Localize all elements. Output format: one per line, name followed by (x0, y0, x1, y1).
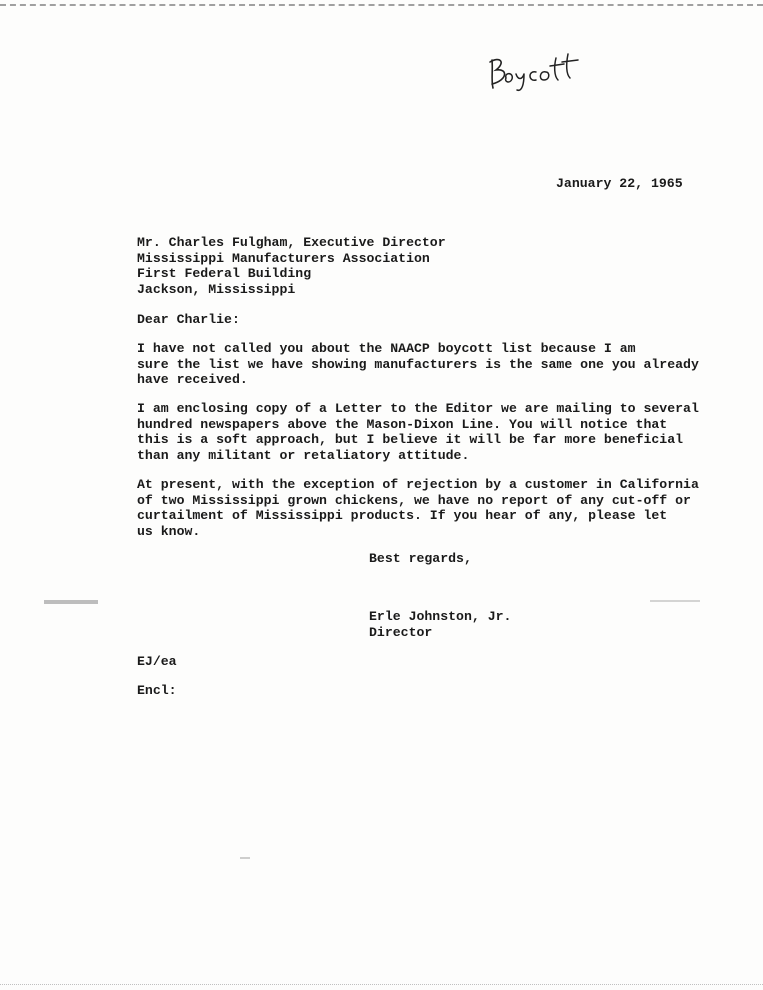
recipient-line: Jackson, Mississippi (137, 281, 296, 297)
typist-initials: EJ/ea (137, 654, 177, 669)
body-line: than any militant or retaliatory attitude. (137, 447, 470, 463)
signer-name: Erle Johnston, Jr. (369, 609, 512, 624)
body-line: of two Mississippi grown chickens, we have no report of any cut-off or (137, 492, 691, 508)
body-line: have received. (137, 372, 248, 388)
body-paragraph-2 (137, 401, 697, 463)
body-line: this is a soft approach, but I believe it will be far more beneficial (137, 432, 684, 448)
signature-block (369, 609, 511, 640)
recipient-address (137, 235, 446, 297)
closing: Best regards, (369, 551, 472, 566)
enclosure-notation: Encl: (137, 683, 177, 698)
body-line: hundred newspapers above the Mason-Dixon Line. You will notice that (137, 416, 668, 432)
scan-edge-top (0, 4, 763, 10)
recipient-line: First Federal Building (137, 266, 312, 282)
recipient-line: Mr. Charles Fulgham, Executive Director (137, 235, 446, 250)
body-paragraph-1 (137, 341, 697, 388)
scan-artifact (44, 600, 98, 604)
body-line: sure the list we have showing manufacturers is the same one you already (137, 356, 699, 372)
recipient-line: Mississippi Manufacturers Association (137, 250, 430, 266)
body-line: At present, with the exception of rejection by a customer in California (137, 477, 699, 492)
body-paragraph-3 (137, 477, 697, 539)
body-line: curtailment of Mississippi products. If you hear of any, please let (137, 508, 668, 524)
body-line: I am enclosing copy of a Letter to the Editor we are mailing to several (137, 401, 699, 416)
scan-artifact (240, 857, 250, 859)
letter-date: January 22, 1965 (556, 176, 683, 191)
salutation: Dear Charlie: (137, 312, 240, 327)
scan-edge-bottom (0, 984, 763, 987)
signer-title: Director (369, 624, 433, 640)
body-line: I have not called you about the NAACP boycott list because I am (137, 341, 636, 356)
body-line: us know. (137, 523, 201, 539)
scan-artifact (650, 600, 700, 602)
handwritten-annotation (484, 48, 584, 92)
